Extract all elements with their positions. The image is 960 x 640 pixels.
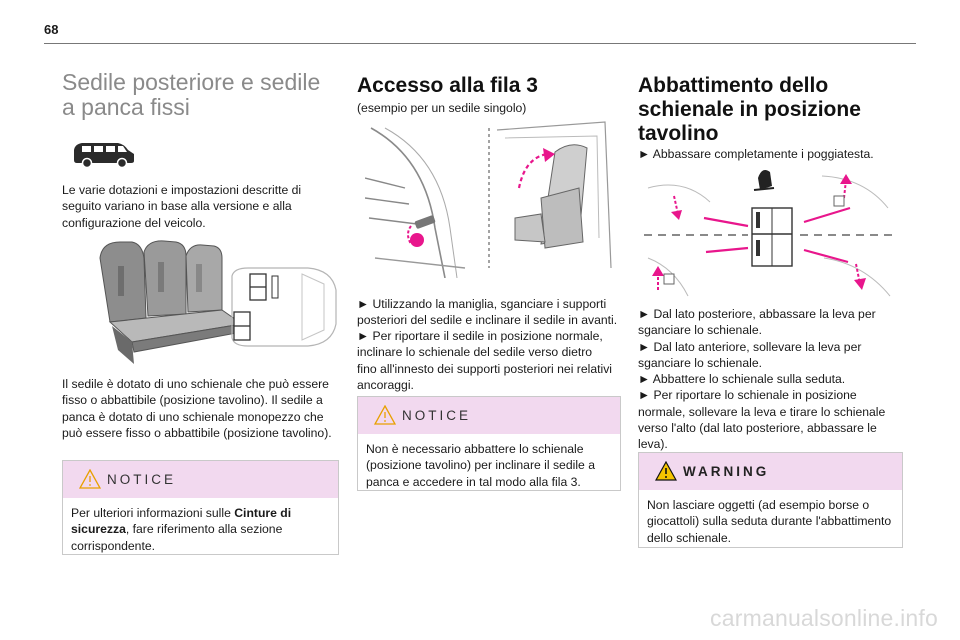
vehicle-top-view-diagram (228, 266, 338, 348)
row3-step-1: ► Utilizzando la maniglia, sganciare i supporti posteriori del sedile e inclinare il sedile in avanti. (357, 297, 618, 328)
notice-label: NOTICE (402, 408, 472, 423)
headrest-step: ► Abbassare completamente i poggiatesta. (638, 147, 874, 161)
notice-box-seatbelts (62, 460, 339, 555)
seat-description: Il sedile è dotato di uno schienale che può essere fisso o abbattibile (posizione tavolino). Il sedile a panca è dotato di uno schienale monopezzo che può essere fisso o abbattibile (posizione tavolino). (62, 377, 332, 440)
section-title-table-position: Abbattimento dello schienale in posizione tavolino (638, 74, 861, 145)
warning-box (638, 452, 903, 548)
column-right (638, 70, 902, 452)
column-middle (357, 70, 619, 392)
warning-text: Non lasciare oggetti (ad esempio borse o giocattoli) sulla seduta durante l'abbattimento dello schienale. (647, 498, 892, 545)
notice-triangle-icon (79, 469, 101, 489)
notice-triangle-icon (374, 405, 396, 425)
footer-watermark: carmanualsonline.info (710, 605, 938, 631)
warning-label: WARNING (683, 464, 770, 479)
step-rear-lever: ► Dal lato posteriore, abbassare la leva per sganciare lo schienale. (638, 307, 876, 338)
seatbelts-reference: Cinture di sicurezza (71, 506, 292, 537)
notice-label: NOTICE (107, 472, 177, 487)
minivan-icon (72, 140, 136, 168)
row3-access-illustration (365, 118, 615, 278)
section-title-row3-access: Accesso alla fila 3 (357, 74, 538, 97)
page-number: 68 (44, 22, 59, 37)
column-left (62, 69, 338, 440)
notice-text: Non è necessario abbattere lo schienale (posizione tavolino) per inclinare il sedile a panca e accedere in tal modo alla fila 3. (366, 442, 595, 489)
notice-box-row3 (357, 396, 621, 491)
table-position-steps (638, 306, 902, 453)
intro-text: Le varie dotazioni e impostazioni descritte di seguito variano in base alla versione e alla configurazione del veicolo. (62, 183, 302, 230)
notice-text: Per ulteriori informazioni sulle Cinture di sicurezza, fare riferimento alla sezione corrispondente. (71, 506, 292, 553)
warning-triangle-icon (655, 461, 677, 481)
row3-step-2: ► Per riportare il sedile in posizione normale, inclinare lo schienale del sedile verso dietro fino all'innesto dei supporti posteriori nei relativi ancoraggi. (357, 329, 613, 392)
section-title-fixed-seats: Sedile posteriore e sedile a panca fissi (62, 69, 321, 120)
folding-backrest-illustration (644, 168, 896, 302)
header-rule (44, 43, 916, 44)
step-front-lever: ► Dal lato anteriore, sollevare la leva per sganciare lo schienale. (638, 339, 862, 370)
step-restore-backrest: ► Per riportare lo schienale in posizione normale, sollevare la leva e tirare lo schienale verso l'alto (dal lato posteriore, abbassare le leva). (638, 388, 886, 452)
step-fold-backrest: ► Abbattere lo schienale sulla seduta. (638, 372, 846, 387)
example-note: (esempio per un sedile singolo) (357, 101, 527, 115)
